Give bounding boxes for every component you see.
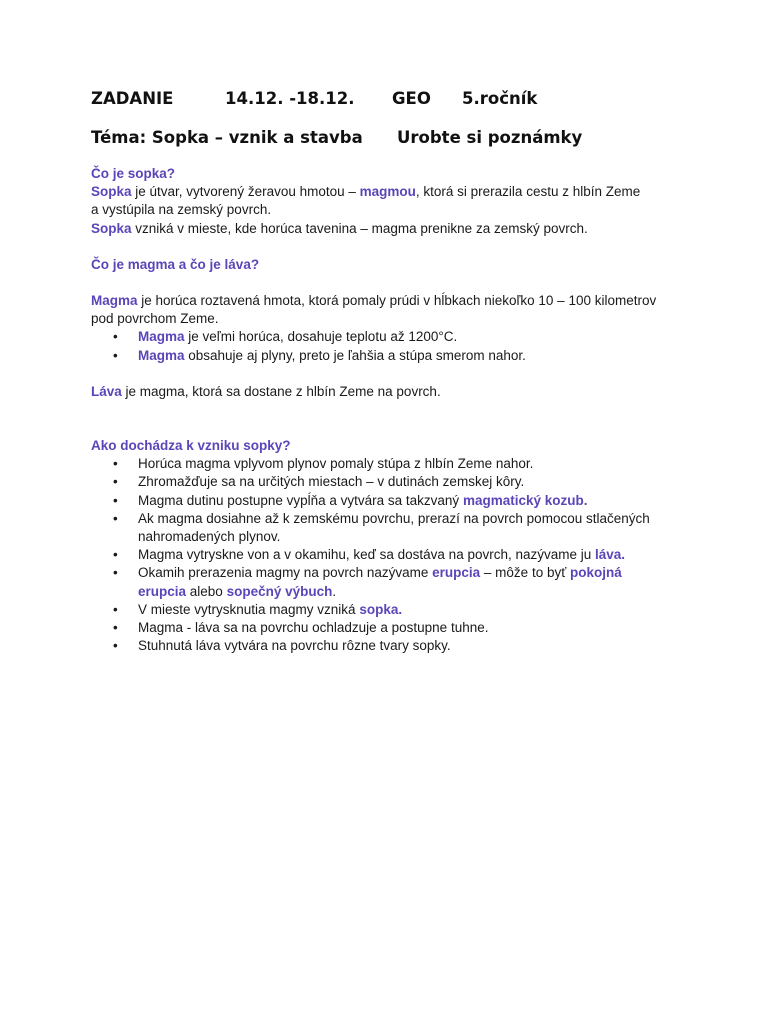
term: sopka.	[359, 601, 403, 617]
bullet-icon: •	[113, 474, 118, 490]
text: Magma dutinu postupne vypĺňa a vytvára sa takzvaný	[138, 492, 463, 508]
term: Magma	[138, 329, 185, 345]
text: je horúca roztavená hmota, ktorá pomaly prúdi v hĺbkach niekoľko 10 – 100 kilometrov	[137, 293, 657, 309]
text: nahromadených plynov.	[138, 529, 281, 545]
term: Sopka	[91, 220, 132, 236]
section1-paragraph1	[91, 183, 671, 201]
list-item	[91, 328, 671, 346]
list-item	[91, 564, 671, 600]
section1-paragraph1-cont: a vystúpila na zemský povrch.	[91, 202, 272, 218]
text: vzniká v mieste, kde horúca tavenina – magma prenikne za zemský povrch.	[131, 220, 588, 236]
term: erupcia	[432, 565, 481, 581]
text: je magma, ktorá sa dostane z hlbín Zeme na povrch.	[121, 383, 441, 399]
header-grade: 5.ročník	[462, 89, 538, 108]
term: magmou	[359, 184, 416, 200]
list-item	[91, 619, 671, 637]
bullet-icon: •	[113, 492, 118, 508]
section1-paragraph2	[91, 220, 671, 238]
section2-paragraph1	[91, 292, 671, 310]
text: Horúca magma vplyvom plynov pomaly stúpa z hlbín Zeme nahor.	[138, 456, 534, 472]
list-item	[91, 637, 671, 655]
section2-bullets	[91, 328, 671, 364]
term: pokojná	[570, 565, 622, 581]
bullet-icon: •	[113, 329, 118, 345]
term: Magma	[138, 347, 185, 363]
text: Magma vytryskne von a v okamihu, keď sa dostáva na povrch, nazývame ju	[138, 547, 596, 563]
section1-heading: Čo je sopka?	[91, 166, 176, 181]
bullet-icon: •	[113, 547, 118, 563]
text: Zhromažďuje sa na určitých miestach – v dutinách zemskej kôry.	[138, 474, 525, 490]
list-item	[91, 601, 671, 619]
term: sopečný výbuch	[226, 583, 333, 599]
bullet-icon: •	[113, 456, 118, 472]
list-item	[91, 510, 671, 546]
term: erupcia	[138, 583, 187, 599]
section2-paragraph1-cont: pod povrchom Zeme.	[91, 311, 219, 327]
header-zadanie: ZADANIE	[91, 89, 174, 108]
section3-bullets	[91, 455, 671, 655]
text: obsahuje aj plyny, preto je ľahšia a stúpa smerom nahor.	[184, 347, 526, 363]
header-dates: 14.12. -18.12.	[225, 89, 355, 108]
header-subject: GEO	[392, 89, 431, 108]
text: V mieste vytrysknutia magmy vzniká	[138, 601, 360, 617]
bullet-icon: •	[113, 638, 118, 654]
text: je veľmi horúca, dosahuje teplotu až 1200°C.	[184, 329, 458, 345]
section2-heading: Čo je magma a čo je láva?	[91, 256, 260, 272]
bullet-icon: •	[113, 620, 118, 636]
lava-definition	[91, 383, 671, 401]
text: .	[332, 583, 337, 599]
section3-heading: Ako dochádza k vzniku sopky?	[91, 438, 291, 454]
list-item	[91, 492, 671, 510]
text: Stuhnutá láva vytvára na povrchu rôzne tvary sopky.	[138, 638, 451, 654]
text: – môže to byť	[480, 565, 571, 581]
term: láva.	[595, 547, 626, 563]
text: je útvar, vytvorený žeravou hmotou –	[131, 184, 360, 200]
list-item	[91, 473, 671, 491]
topic-title: Téma: Sopka – vznik a stavba	[91, 128, 363, 147]
term: Sopka	[91, 184, 132, 200]
bullet-icon: •	[113, 347, 118, 363]
bullet-icon: •	[113, 510, 118, 526]
topic-instruction: Urobte si poznámky	[397, 128, 583, 147]
notes-body	[91, 165, 671, 655]
list-item	[91, 546, 671, 564]
term: Láva	[91, 383, 122, 399]
text: , ktorá si prerazila cestu z hlbín Zeme	[415, 184, 641, 200]
text: alebo	[186, 583, 227, 599]
text: Ak magma dosiahne až k zemskému povrchu, prerazí na povrch pomocou stlačených	[138, 510, 650, 526]
bullet-icon: •	[113, 601, 118, 617]
term: Magma	[91, 293, 138, 309]
list-item	[91, 347, 671, 365]
list-item	[91, 455, 671, 473]
bullet-icon: •	[113, 565, 118, 581]
text: Magma - láva sa na povrchu ochladzuje a postupne tuhne.	[138, 620, 489, 636]
text: Okamih prerazenia magmy na povrch nazývame	[138, 565, 433, 581]
term: magmatický kozub.	[462, 492, 588, 508]
